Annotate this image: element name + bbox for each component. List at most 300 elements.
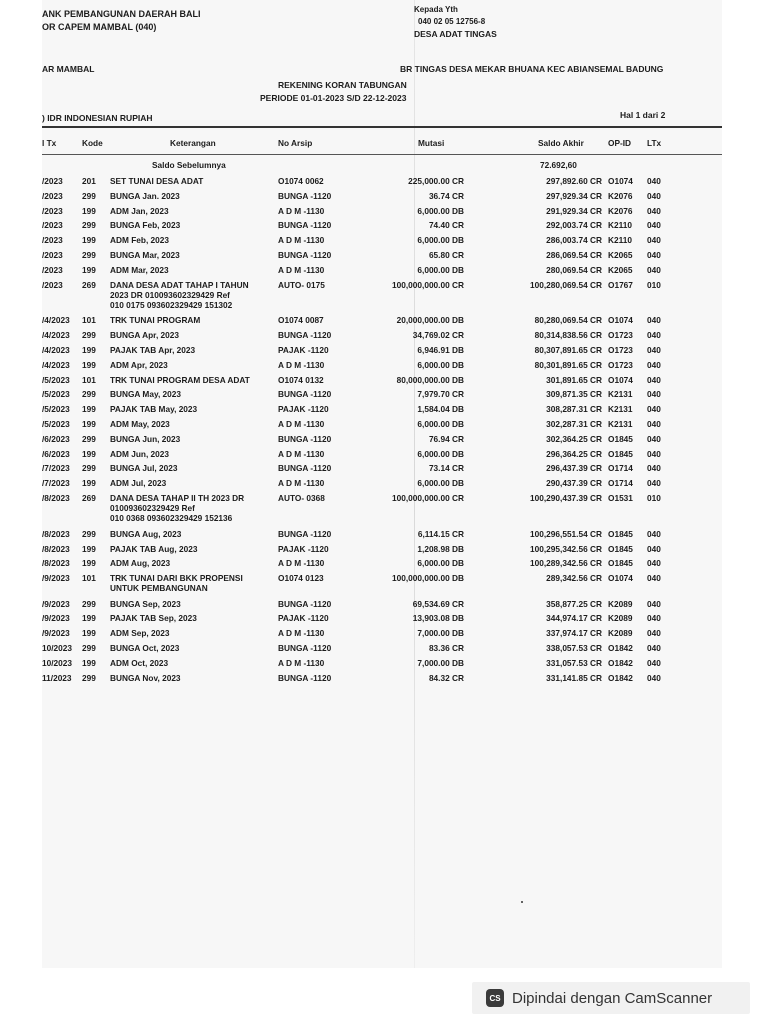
tx-ltx: 010 [647, 279, 661, 290]
tx-code: 299 [82, 528, 96, 539]
tx-amount: 34,769.02 CR [412, 330, 464, 341]
tx-operator-id: K2089 [608, 598, 633, 609]
tx-description-line: PAJAK TAB Apr, 2023 [110, 345, 196, 355]
tx-description-line: BUNGA Jan. 2023 [110, 190, 180, 201]
tx-description [110, 529, 181, 539]
tx-operator-id: K2131 [608, 404, 633, 415]
tx-ltx: 040 [647, 190, 661, 201]
tx-amount: 20,000,000.00 DB [396, 315, 464, 326]
col-saldo-akhir: Saldo Akhir [538, 138, 584, 148]
tx-code: 299 [82, 463, 96, 474]
tx-code: 299 [82, 190, 96, 201]
tx-description-line: DANA DESA ADAT TAHAP I TAHUN [110, 279, 249, 290]
tx-date: /2023 [42, 205, 63, 216]
tx-operator-id: K2076 [608, 205, 633, 216]
tx-ltx: 040 [647, 359, 661, 370]
tx-description [110, 493, 244, 523]
camscanner-badge [472, 982, 750, 1014]
tx-balance: 302,364.25 CR [546, 433, 602, 444]
col-no-arsip: No Arsip [278, 138, 313, 148]
tx-amount: 6,000.00 DB [417, 558, 464, 569]
tx-archive-no: PAJAK -1120 [278, 543, 329, 554]
tx-description-line: BUNGA Jul, 2023 [110, 463, 178, 474]
tx-description-line: BUNGA Oct, 2023 [110, 642, 180, 653]
tx-balance: 289,342.56 CR [546, 573, 602, 584]
tx-operator-id: O1845 [608, 448, 633, 459]
tx-balance: 80,307,891.65 CR [534, 345, 602, 355]
tx-archive-no: A D M -1130 [278, 235, 325, 246]
tx-description-line: BUNGA Nov, 2023 [110, 672, 181, 683]
tx-balance: 358,877.25 CR [546, 598, 602, 609]
to-label: Kepada Yth [414, 5, 458, 14]
tx-date: /6/2023 [42, 448, 70, 459]
tx-code: 101 [82, 573, 96, 584]
tx-amount: 65.80 CR [428, 250, 464, 260]
tx-description [110, 544, 197, 554]
tx-balance: 100,289,342.56 CR [530, 558, 602, 569]
tx-description-line: BUNGA Sep, 2023 [110, 598, 181, 609]
tx-description-line: ADM May, 2023 [110, 419, 170, 429]
statement-title: REKENING KORAN TABUNGAN [278, 80, 407, 90]
tx-description [110, 419, 170, 429]
tx-balance: 280,069.54 CR [546, 264, 602, 275]
statement-period: PERIODE 01-01-2023 S/D 22-12-2023 [260, 93, 407, 103]
tx-operator-id: O1723 [608, 345, 633, 355]
tx-code: 299 [82, 672, 96, 683]
tx-operator-id: O1074 [608, 176, 633, 186]
tx-balance: 290,437.39 CR [546, 478, 602, 489]
tx-date: /9/2023 [42, 628, 70, 639]
col-ltx: LTx [647, 138, 662, 148]
tx-operator-id: K2131 [608, 419, 633, 429]
tx-operator-id: O1842 [608, 642, 633, 653]
tx-archive-no: A D M -1130 [278, 419, 325, 429]
tx-balance: 286,069.54 CR [546, 250, 602, 260]
camscanner-text: Dipindai dengan CamScanner [512, 989, 713, 1007]
tx-description-line: ADM Jan, 2023 [110, 205, 169, 216]
tx-amount: 7,000.00 DB [417, 628, 464, 639]
tx-date: /4/2023 [42, 359, 70, 370]
tx-description [110, 613, 197, 623]
tx-date: 10/2023 [42, 657, 72, 668]
tx-date: /8/2023 [42, 528, 70, 539]
tx-amount: 6,114.15 CR [417, 528, 464, 539]
tx-ltx: 040 [647, 235, 661, 246]
tx-description-line: 010 0368 093602329429 152136 [110, 513, 233, 523]
tx-date: /5/2023 [42, 404, 70, 415]
tx-amount: 6,946.91 DB [417, 345, 464, 355]
tx-amount: 13,903.08 DB [412, 613, 464, 624]
tx-archive-no: A D M -1130 [278, 628, 325, 639]
tx-ltx: 040 [647, 345, 661, 355]
tx-operator-id: O1842 [608, 672, 633, 683]
tx-archive-no: BUNGA -1120 [278, 528, 332, 539]
tx-ltx: 040 [647, 558, 661, 569]
tx-ltx: 040 [647, 642, 661, 653]
tx-code: 199 [82, 419, 96, 429]
camscanner-icon: CS [486, 989, 504, 1007]
tx-operator-id: K2089 [608, 613, 633, 624]
tx-archive-no: A D M -1130 [278, 448, 325, 459]
tx-description-line: BUNGA Apr, 2023 [110, 330, 180, 341]
header-rule-top [42, 126, 722, 128]
tx-description-line: ADM Aug, 2023 [110, 558, 171, 569]
tx-code: 101 [82, 374, 96, 385]
bank-name: ANK PEMBANGUNAN DAERAH BALI [42, 9, 201, 19]
tx-code: 199 [82, 235, 96, 246]
tx-description-line: DANA DESA TAHAP II TH 2023 DR [110, 493, 245, 503]
tx-balance: 338,057.53 CR [546, 642, 602, 653]
tx-balance: 296,437.39 CR [546, 463, 602, 474]
tx-description [110, 250, 180, 260]
tx-archive-no: BUNGA -1120 [278, 190, 332, 201]
tx-description-line: 2023 DR 010093602329429 Ref [110, 289, 230, 300]
tx-archive-no: BUNGA -1120 [278, 330, 332, 341]
tx-archive-no: BUNGA -1120 [278, 598, 332, 609]
tx-description-line: BUNGA May, 2023 [110, 389, 182, 400]
tx-operator-id: O1845 [608, 543, 633, 554]
tx-amount: 100,000,000.00 CR [392, 493, 464, 503]
tx-date: /6/2023 [42, 433, 70, 444]
tx-archive-no: BUNGA -1120 [278, 389, 332, 400]
tx-code: 201 [82, 176, 96, 186]
tx-date: /2023 [42, 279, 63, 290]
tx-operator-id: O1845 [608, 433, 633, 444]
tx-archive-no: A D M -1130 [278, 205, 325, 216]
tx-description-line: ADM Apr, 2023 [110, 359, 168, 370]
tx-archive-no: A D M -1130 [278, 478, 325, 489]
tx-code: 299 [82, 642, 96, 653]
tx-amount: 84.32 CR [428, 672, 464, 683]
tx-archive-no: BUNGA -1120 [278, 463, 332, 474]
tx-balance: 302,287.31 CR [546, 419, 602, 429]
tx-balance: 297,892.60 CR [546, 176, 602, 186]
tx-ltx: 040 [647, 598, 661, 609]
tx-code: 199 [82, 359, 96, 370]
col-op-id: OP-ID [608, 138, 632, 148]
tx-description-line: PAJAK TAB Aug, 2023 [110, 543, 198, 554]
tx-operator-id: K2089 [608, 628, 633, 639]
tx-ltx: 040 [647, 528, 661, 539]
tx-date: 11/2023 [42, 672, 72, 683]
tx-amount: 1,208.98 DB [417, 543, 464, 554]
col-keterangan: Keterangan [170, 138, 216, 148]
tx-ltx: 040 [647, 404, 661, 415]
tx-code: 269 [82, 279, 96, 290]
tx-ltx: 040 [647, 672, 661, 683]
tx-description-line: SET TUNAI DESA ADAT [110, 176, 204, 186]
tx-date: /8/2023 [42, 493, 70, 503]
tx-description-line: ADM Jul, 2023 [110, 478, 167, 489]
tx-amount: 83.36 CR [428, 642, 464, 653]
tx-operator-id: K2076 [608, 190, 633, 201]
tx-amount: 100,000,000.00 CR [392, 279, 464, 290]
tx-ltx: 040 [647, 220, 661, 231]
tx-description-line: TRK TUNAI PROGRAM [110, 315, 201, 326]
tx-balance: 297,929.34 CR [546, 190, 602, 201]
tx-operator-id: O1714 [608, 463, 633, 474]
tx-code: 199 [82, 543, 96, 554]
tx-date: /2023 [42, 250, 63, 260]
tx-description-line: TRK TUNAI PROGRAM DESA ADAT [110, 374, 250, 385]
recipient-address: BR TINGAS DESA MEKAR BHUANA KEC ABIANSEMAL BADUNG [400, 64, 664, 74]
tx-operator-id: K2131 [608, 389, 633, 400]
tx-date: /5/2023 [42, 419, 70, 429]
tx-date: /9/2023 [42, 573, 70, 584]
tx-code: 199 [82, 613, 96, 624]
bank-statement-page [42, 0, 722, 968]
tx-date: /2023 [42, 235, 63, 246]
tx-ltx: 040 [647, 264, 661, 275]
tx-ltx: 040 [647, 330, 661, 341]
tx-amount: 6,000.00 DB [417, 205, 464, 216]
tx-ltx: 040 [647, 463, 661, 474]
tx-operator-id: O1714 [608, 478, 633, 489]
tx-ltx: 040 [647, 433, 661, 444]
tx-description [110, 628, 169, 638]
tx-operator-id: O1767 [608, 279, 633, 290]
tx-description [110, 449, 169, 459]
opening-balance-amount: 72.692,60 [540, 160, 577, 170]
tx-amount: 1,584.04 DB [417, 404, 464, 415]
tx-ltx: 040 [647, 315, 661, 326]
account-number: 040 02 05 12756-8 [418, 17, 486, 26]
tx-description-line: 010 0175 093602329429 151302 [110, 299, 233, 310]
tx-description-line: BUNGA Feb, 2023 [110, 220, 181, 231]
tx-archive-no: BUNGA -1120 [278, 433, 332, 444]
tx-operator-id: O1845 [608, 558, 633, 569]
tx-archive-no: AUTO- 0368 [278, 493, 325, 503]
branch-city: AR MAMBAL [42, 64, 95, 74]
tx-description [110, 389, 181, 399]
tx-amount: 100,000,000.00 DB [392, 573, 464, 584]
tx-balance: 100,280,069.54 CR [530, 279, 602, 290]
tx-balance: 308,287.31 CR [546, 404, 602, 415]
tx-code: 199 [82, 448, 96, 459]
tx-description [110, 345, 195, 355]
tx-date: 10/2023 [42, 642, 72, 653]
tx-archive-no: BUNGA -1120 [278, 250, 332, 260]
currency: ) IDR INDONESIAN RUPIAH [42, 113, 153, 123]
tx-archive-no: O1074 0132 [278, 374, 324, 385]
tx-amount: 225,000.00 CR [408, 176, 464, 186]
tx-code: 199 [82, 478, 96, 489]
tx-description [110, 643, 179, 653]
tx-balance: 100,290,437.39 CR [530, 493, 602, 503]
tx-description-line: ADM Jun, 2023 [110, 448, 170, 459]
tx-ltx: 040 [647, 573, 661, 584]
tx-description-line: PAJAK TAB May, 2023 [110, 404, 198, 415]
tx-balance: 80,280,069.54 CR [534, 315, 602, 326]
tx-ltx: 010 [647, 493, 661, 503]
tx-date: /9/2023 [42, 613, 70, 624]
tx-ltx: 040 [647, 374, 661, 385]
tx-date: /8/2023 [42, 543, 70, 554]
tx-amount: 36.74 CR [428, 190, 464, 201]
tx-description [110, 191, 180, 201]
tx-description-line: UNTUK PEMBANGUNAN [110, 583, 208, 594]
tx-description [110, 330, 179, 340]
tx-code: 199 [82, 657, 96, 668]
tx-amount: 80,000,000.00 DB [396, 374, 464, 385]
tx-code: 299 [82, 389, 96, 400]
tx-code: 299 [82, 250, 96, 260]
tx-archive-no: PAJAK -1120 [278, 345, 329, 355]
tx-balance: 286,003.74 CR [546, 235, 602, 246]
tx-archive-no: AUTO- 0175 [278, 279, 325, 290]
tx-description-line: 010093602329429 Ref [110, 503, 195, 513]
tx-date: /9/2023 [42, 598, 70, 609]
tx-amount: 6,000.00 DB [417, 419, 464, 429]
tx-date: /4/2023 [42, 345, 70, 355]
tx-amount: 69,534.69 CR [412, 598, 464, 609]
tx-archive-no: O1074 0062 [278, 176, 324, 186]
tx-description-line: ADM Sep, 2023 [110, 628, 170, 639]
col-kode: Kode [82, 138, 103, 148]
tx-archive-no: BUNGA -1120 [278, 220, 332, 231]
tx-description [110, 573, 243, 593]
tx-balance: 296,364.25 CR [546, 448, 602, 459]
tx-ltx: 040 [647, 613, 661, 624]
tx-amount: 7,979.70 CR [417, 389, 464, 400]
tx-description [110, 235, 169, 245]
tx-description-line: BUNGA Jun, 2023 [110, 433, 181, 444]
tx-operator-id: K2065 [608, 264, 633, 275]
tx-balance: 337,974.17 CR [546, 628, 602, 639]
tx-balance: 344,974.17 CR [546, 613, 602, 624]
tx-description [110, 599, 181, 609]
tx-balance: 100,296,551.54 CR [530, 528, 602, 539]
tx-date: /7/2023 [42, 478, 70, 489]
tx-operator-id: O1074 [608, 374, 633, 385]
tx-description-line: ADM Oct, 2023 [110, 657, 169, 668]
col-tgl: l Tx [42, 138, 57, 148]
tx-balance: 100,295,342.56 CR [530, 543, 602, 554]
tx-description-line: BUNGA Aug, 2023 [110, 528, 182, 539]
tx-date: /2023 [42, 264, 63, 275]
tx-amount: 74.40 CR [428, 220, 464, 231]
tx-code: 199 [82, 628, 96, 639]
tx-archive-no: O1074 0087 [278, 315, 324, 326]
tx-operator-id: O1723 [608, 359, 633, 370]
tx-operator-id: O1074 [608, 315, 633, 326]
tx-description-line: PAJAK TAB Sep, 2023 [110, 613, 197, 624]
tx-code: 199 [82, 345, 96, 355]
tx-date: /7/2023 [42, 463, 70, 474]
tx-description [110, 280, 249, 310]
tx-date: /5/2023 [42, 374, 70, 385]
tx-ltx: 040 [647, 250, 661, 260]
tx-amount: 6,000.00 DB [417, 264, 464, 275]
tx-archive-no: BUNGA -1120 [278, 672, 332, 683]
tx-archive-no: BUNGA -1120 [278, 642, 332, 653]
tx-operator-id: K2110 [608, 235, 632, 246]
tx-ltx: 040 [647, 628, 661, 639]
tx-balance: 309,871.35 CR [546, 389, 602, 400]
tx-archive-no: O1074 0123 [278, 573, 324, 584]
tx-ltx: 040 [647, 205, 661, 216]
tx-archive-no: PAJAK -1120 [278, 613, 329, 624]
tx-date: /8/2023 [42, 558, 70, 569]
tx-ltx: 040 [647, 657, 661, 668]
tx-operator-id: O1842 [608, 657, 633, 668]
col-mutasi: Mutasi [418, 138, 445, 148]
tx-balance: 292,003.74 CR [546, 220, 602, 231]
branch-name: OR CAPEM MAMBAL (040) [42, 22, 157, 32]
tx-date: /2023 [42, 176, 63, 186]
tx-code: 199 [82, 404, 96, 415]
tx-archive-no: PAJAK -1120 [278, 404, 329, 415]
tx-archive-no: A D M -1130 [278, 264, 325, 275]
tx-description [110, 673, 181, 683]
tx-description [110, 558, 170, 568]
tx-date: /4/2023 [42, 330, 70, 341]
header-rule-bottom [42, 154, 722, 155]
tx-code: 199 [82, 205, 96, 216]
scan-speck [521, 901, 523, 903]
tx-ltx: 040 [647, 389, 661, 400]
tx-description [110, 375, 250, 385]
recipient-name: DESA ADAT TINGAS [414, 29, 497, 39]
tx-code: 269 [82, 493, 96, 503]
tx-balance: 80,314,838.56 CR [534, 330, 602, 341]
tx-description-line: BUNGA Mar, 2023 [110, 250, 180, 260]
tx-operator-id: K2110 [608, 220, 632, 231]
tx-description [110, 176, 203, 186]
tx-description [110, 434, 180, 444]
page-number: Hal 1 dari 2 [620, 110, 666, 120]
tx-operator-id: O1845 [608, 528, 633, 539]
tx-archive-no: A D M -1130 [278, 558, 325, 569]
tx-ltx: 040 [647, 176, 661, 186]
tx-date: /4/2023 [42, 315, 70, 326]
tx-amount: 76.94 CR [428, 433, 464, 444]
tx-description [110, 220, 180, 230]
tx-amount: 6,000.00 DB [417, 235, 464, 246]
tx-description [110, 404, 197, 414]
opening-balance-label: Saldo Sebelumnya [152, 160, 226, 170]
tx-code: 199 [82, 558, 96, 569]
tx-archive-no: A D M -1130 [278, 359, 325, 370]
tx-ltx: 040 [647, 448, 661, 459]
tx-balance: 291,929.34 CR [546, 205, 602, 216]
tx-amount: 7,000.00 DB [417, 657, 464, 668]
tx-ltx: 040 [647, 419, 661, 429]
tx-date: /5/2023 [42, 389, 70, 400]
tx-description [110, 206, 169, 216]
tx-description [110, 360, 168, 370]
tx-amount: 6,000.00 DB [417, 448, 464, 459]
tx-operator-id: O1074 [608, 573, 633, 584]
tx-operator-id: O1723 [608, 330, 633, 341]
tx-amount: 6,000.00 DB [417, 478, 464, 489]
tx-balance: 331,057.53 CR [546, 657, 602, 668]
tx-code: 101 [82, 315, 96, 326]
tx-code: 299 [82, 330, 96, 341]
tx-balance: 80,301,891.65 CR [534, 359, 602, 370]
tx-code: 199 [82, 264, 96, 275]
tx-balance: 301,891.65 CR [546, 374, 602, 385]
tx-description [110, 463, 177, 473]
tx-description-line: ADM Feb, 2023 [110, 235, 170, 246]
tx-operator-id: K2065 [608, 250, 633, 260]
tx-date: /2023 [42, 190, 63, 201]
tx-ltx: 040 [647, 478, 661, 489]
tx-amount: 6,000.00 DB [417, 359, 464, 370]
tx-description-line: ADM Mar, 2023 [110, 264, 169, 275]
tx-description [110, 478, 166, 488]
tx-description [110, 658, 168, 668]
